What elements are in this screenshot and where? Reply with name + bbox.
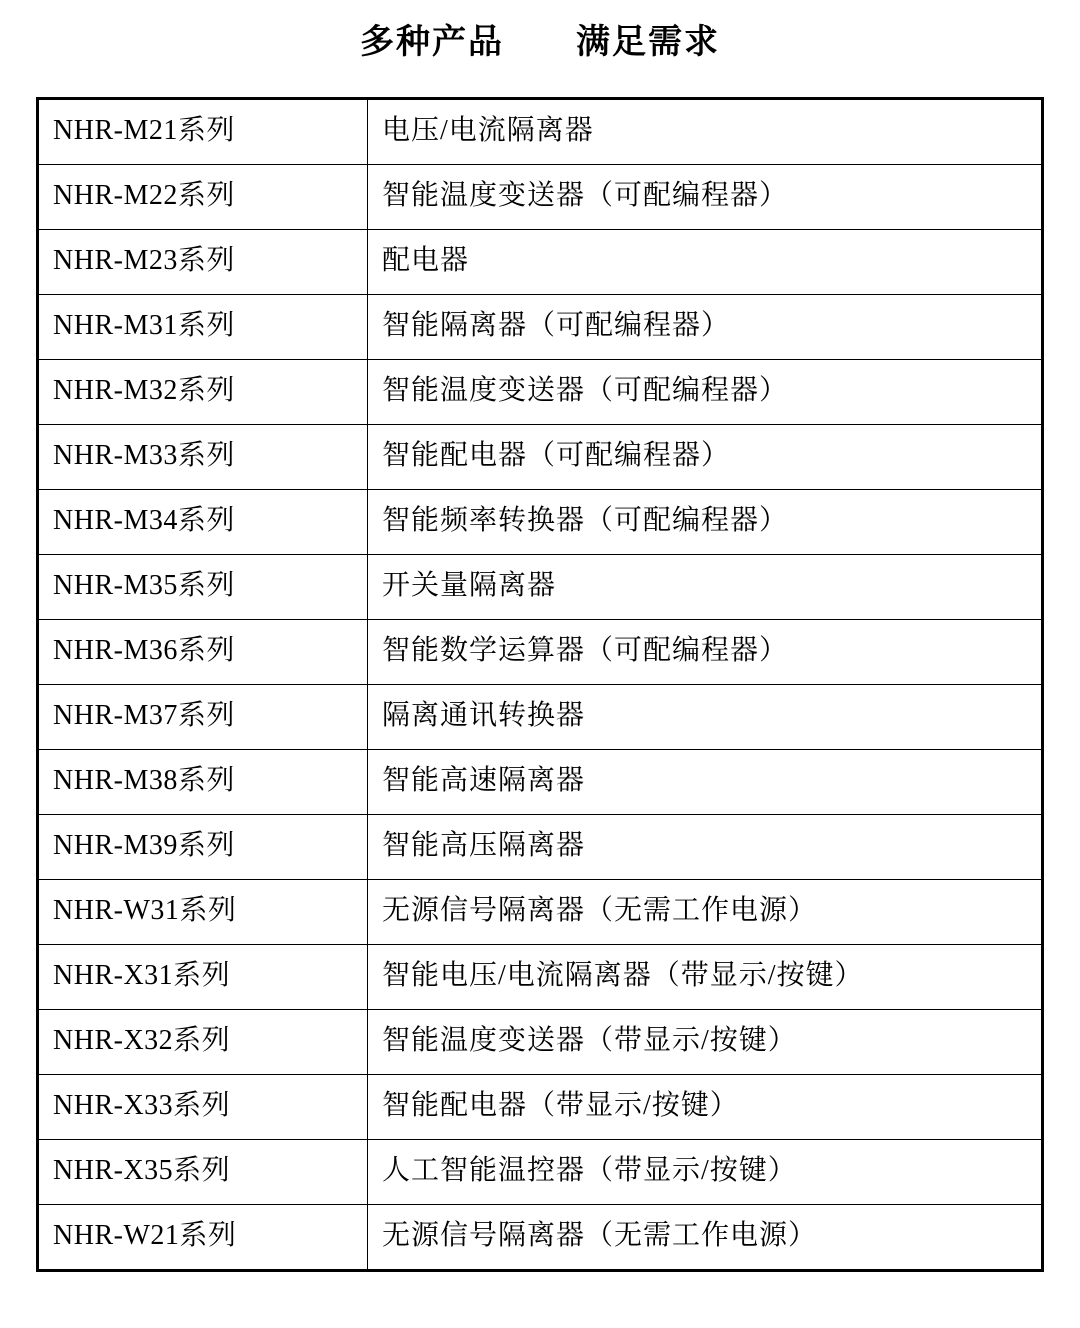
product-description: 智能配电器（可配编程器） (368, 424, 1043, 489)
product-table-body (38, 98, 1043, 1270)
product-code: NHR-X32系列 (38, 1009, 368, 1074)
product-code: NHR-M37系列 (38, 684, 368, 749)
table-row (38, 98, 1043, 164)
product-code: NHR-M22系列 (38, 164, 368, 229)
table-row (38, 684, 1043, 749)
table-row (38, 489, 1043, 554)
product-description: 人工智能温控器（带显示/按键） (368, 1139, 1043, 1204)
table-row (38, 424, 1043, 489)
product-code: NHR-X31系列 (38, 944, 368, 1009)
table-row (38, 1009, 1043, 1074)
table-row (38, 814, 1043, 879)
table-row (38, 1204, 1043, 1270)
product-description: 智能温度变送器（可配编程器） (368, 164, 1043, 229)
table-row (38, 879, 1043, 944)
product-description: 智能高速隔离器 (368, 749, 1043, 814)
product-description: 智能温度变送器（带显示/按键） (368, 1009, 1043, 1074)
product-code: NHR-M21系列 (38, 98, 368, 164)
product-description: 无源信号隔离器（无需工作电源） (368, 1204, 1043, 1270)
product-description: 智能数学运算器（可配编程器） (368, 619, 1043, 684)
table-row (38, 359, 1043, 424)
product-code: NHR-M35系列 (38, 554, 368, 619)
table-row (38, 164, 1043, 229)
product-table (36, 97, 1044, 1272)
product-code: NHR-X35系列 (38, 1139, 368, 1204)
product-code: NHR-W31系列 (38, 879, 368, 944)
product-code: NHR-M31系列 (38, 294, 368, 359)
product-code: NHR-M38系列 (38, 749, 368, 814)
product-description: 开关量隔离器 (368, 554, 1043, 619)
table-row (38, 1074, 1043, 1139)
product-description: 电压/电流隔离器 (368, 98, 1043, 164)
page-title: 多种产品 满足需求 (360, 22, 720, 62)
product-code: NHR-M33系列 (38, 424, 368, 489)
product-code: NHR-M36系列 (38, 619, 368, 684)
product-table-container (36, 97, 1044, 1272)
product-description: 无源信号隔离器（无需工作电源） (368, 879, 1043, 944)
table-row (38, 749, 1043, 814)
product-code: NHR-X33系列 (38, 1074, 368, 1139)
product-description: 智能温度变送器（可配编程器） (368, 359, 1043, 424)
product-description: 智能隔离器（可配编程器） (368, 294, 1043, 359)
table-row (38, 229, 1043, 294)
product-description: 智能配电器（带显示/按键） (368, 1074, 1043, 1139)
table-row (38, 554, 1043, 619)
product-description: 智能频率转换器（可配编程器） (368, 489, 1043, 554)
product-code: NHR-M34系列 (38, 489, 368, 554)
product-code: NHR-M32系列 (38, 359, 368, 424)
product-description: 智能电压/电流隔离器（带显示/按键） (368, 944, 1043, 1009)
product-description: 智能高压隔离器 (368, 814, 1043, 879)
document-page (0, 22, 1080, 1328)
product-code: NHR-M23系列 (38, 229, 368, 294)
table-row (38, 944, 1043, 1009)
product-code: NHR-M39系列 (38, 814, 368, 879)
product-code: NHR-W21系列 (38, 1204, 368, 1270)
product-description: 配电器 (368, 229, 1043, 294)
table-row (38, 294, 1043, 359)
table-row (38, 1139, 1043, 1204)
product-description: 隔离通讯转换器 (368, 684, 1043, 749)
table-row (38, 619, 1043, 684)
